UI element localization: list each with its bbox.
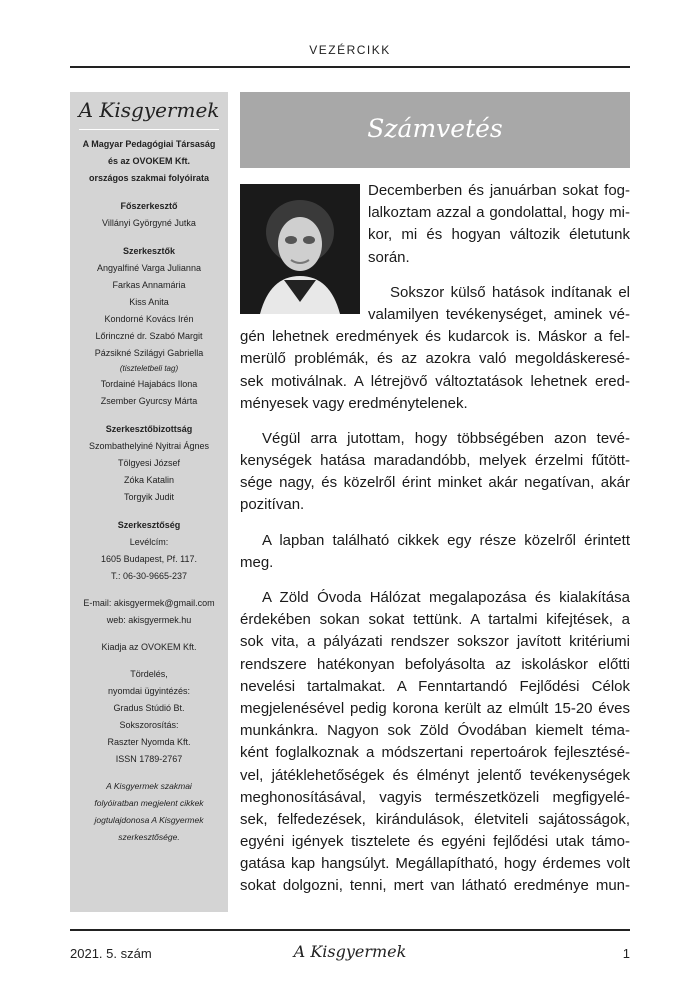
article-line: gatása kap hangsúlyt. Megállapítható, hogy érdemes volt <box>240 855 630 873</box>
bottom-rule <box>70 929 630 931</box>
footer-magazine-name: A Kisgyermek <box>293 942 407 961</box>
board-member: Zóka Katalin <box>123 475 175 485</box>
page-number: 1 <box>622 946 630 961</box>
article-line: Decemberben és januárban sokat fog- <box>368 182 630 199</box>
contact-email: E-mail: akisgyermek@gmail.com <box>83 598 215 608</box>
article-line: A lapban található cikkek egy része közelről érintett <box>262 531 630 549</box>
production-line: nyomdai ügyintézés: <box>107 686 191 696</box>
masthead-divider <box>79 129 219 130</box>
editor-name: Farkas Annamária <box>112 280 186 290</box>
editor-in-chief: Villányi Györgyné Jutka <box>102 218 196 228</box>
editor-name: Kiss Anita <box>129 297 169 307</box>
publisher-line: A Magyar Pedagógiai Társaság <box>82 139 216 149</box>
article-line: Sokszor külső hatások indítanak el <box>390 283 630 301</box>
editor-name: Zsember Gyurcsy Márta <box>100 396 198 406</box>
article-line: gén lehetnek eredmények és kudarcok is. Máskor a fel- <box>240 328 630 346</box>
article-line: merülő problémák, és az azokra való megoldáskeresé- <box>240 350 630 368</box>
editor-in-chief-heading: Főszerkesztő <box>120 201 178 211</box>
publisher-line: országos szakmai folyóirata <box>88 173 210 183</box>
production-line: ISSN 1789-2767 <box>115 754 183 764</box>
publisher-note: Kiadja az OVOKEM Kft. <box>101 642 197 652</box>
top-rule <box>70 66 630 68</box>
article-line: érdekében sokan sokat tettünk. A tartalmi kifejtések, a <box>240 611 630 629</box>
article-line: sek motiválnak. A létrejövő változtatások lehetnek ered- <box>240 372 630 390</box>
publisher-line: és az OVOKEM Kft. <box>107 156 190 166</box>
article-title-banner <box>240 92 630 168</box>
issue-label: 2021. 5. szám <box>70 946 152 961</box>
article-line: pozitívan. <box>240 496 305 514</box>
office-line: 1605 Budapest, Pf. 117. <box>101 554 197 564</box>
editor-name: Lőrinczné dr. Szabó Margit <box>95 331 203 341</box>
office-line: T.: 06-30-9665-237 <box>110 571 188 581</box>
production-line: Gradus Stúdió Bt. <box>113 703 185 713</box>
article-line: során. <box>368 248 410 266</box>
production-line: Raszter Nyomda Kft. <box>107 737 191 747</box>
article-line: A Zöld Óvoda Hálózat megalapozása és kialakítása <box>262 589 630 606</box>
article-line: nevelési tartalmakat. A Fenntartandó Fejlődési Célok <box>240 677 630 695</box>
article-line: egyéni igények tisztelete és egyéni fejlődési utak támo- <box>240 833 630 851</box>
copyright-line: jogtulajdonosa A Kisgyermek <box>94 815 204 825</box>
article-paragraph <box>240 587 630 898</box>
article-line: valamilyen tevékenységet, aminek vé- <box>368 305 630 323</box>
article-line: lalkoztam azzal a gondolattal, hogy mi- <box>368 204 630 222</box>
masthead-sidebar <box>70 92 228 912</box>
article-line: Végül arra jutottam, hogy többségében azon tevé- <box>262 429 630 447</box>
article-line: meghonosításával, vagyis természetközeli megfigyelé- <box>240 788 630 806</box>
masthead-title: A Kisgyermek <box>78 98 220 122</box>
article-title: Számvetés <box>367 114 503 143</box>
production-line: Sokszorosítás: <box>119 720 179 730</box>
article-paragraph <box>240 282 630 415</box>
board-heading: Szerkesztőbizottság <box>105 424 193 434</box>
board-member: Torgyik Judit <box>123 492 175 502</box>
article-line: sok vita, a pályázati rendszer sokszor javított kritériumi <box>240 633 630 651</box>
editor-name: Angyalfiné Varga Julianna <box>97 263 201 273</box>
office-heading: Szerkesztőség <box>117 520 181 530</box>
honorary-note: (tiszteletbeli tag) <box>119 364 179 373</box>
copyright-line: folyóiratban megjelent cikkek <box>94 798 204 808</box>
article-line: megjelenésével pedig korona került az elmúlt 15-20 éves <box>240 699 630 717</box>
office-line: Levélcím: <box>129 537 169 547</box>
section-label: VEZÉRCIKK <box>309 43 391 57</box>
production-line: Tördelés, <box>130 669 168 679</box>
article-line: kor, mi és hogyan változik életutunk <box>368 226 630 244</box>
contact-web: web: akisgyermek.hu <box>106 615 192 625</box>
article-body <box>240 180 630 898</box>
article-line: sek, felfedezések, kirándulások, életviteli sajátosságok, <box>240 810 630 828</box>
board-member: Tölgyesi József <box>117 458 181 468</box>
article-line: ményesek vagy eredménytelenek. <box>240 394 468 412</box>
copyright-line: A Kisgyermek szakmai <box>106 781 192 791</box>
editor-name: Pázsikné Szilágyi Gabriella <box>94 348 204 358</box>
copyright-line: szerkesztősége. <box>118 832 180 842</box>
article-line: rendszere hatékonyan befolyásolta az iskoláskor előtti <box>240 655 630 673</box>
article-line: kenységek hatása maradandóbb, melyek érzelmi fűtött- <box>240 452 630 470</box>
article-line: sége nagy, és közelről érint minket akár negatívan, akár <box>240 474 630 492</box>
article-paragraph <box>240 180 630 269</box>
editor-name: Tordainé Hajabács Ilona <box>100 379 198 389</box>
board-member: Szombathelyiné Nyitrai Ágnes <box>88 441 210 451</box>
article-paragraph <box>240 428 630 517</box>
article-line: vel, játéklehetőségek és élményt jelentő tevékenységek <box>240 766 630 784</box>
editors-heading: Szerkesztők <box>122 246 176 256</box>
article-line: munkánkra. Nagyon sok Zöld Óvodában kiemelt téma- <box>240 722 630 740</box>
editor-name: Kondorné Kovács Irén <box>104 314 194 324</box>
article-paragraph <box>240 530 630 574</box>
article-line: ként foglalkoznak a módszertani repertoárok fejlesztésé- <box>240 744 630 762</box>
article-line: meg. <box>240 553 274 571</box>
publisher-lines <box>70 136 228 187</box>
article-line: sokat dolgozni, tenni, mert van látható eredménye mun- <box>240 877 630 895</box>
